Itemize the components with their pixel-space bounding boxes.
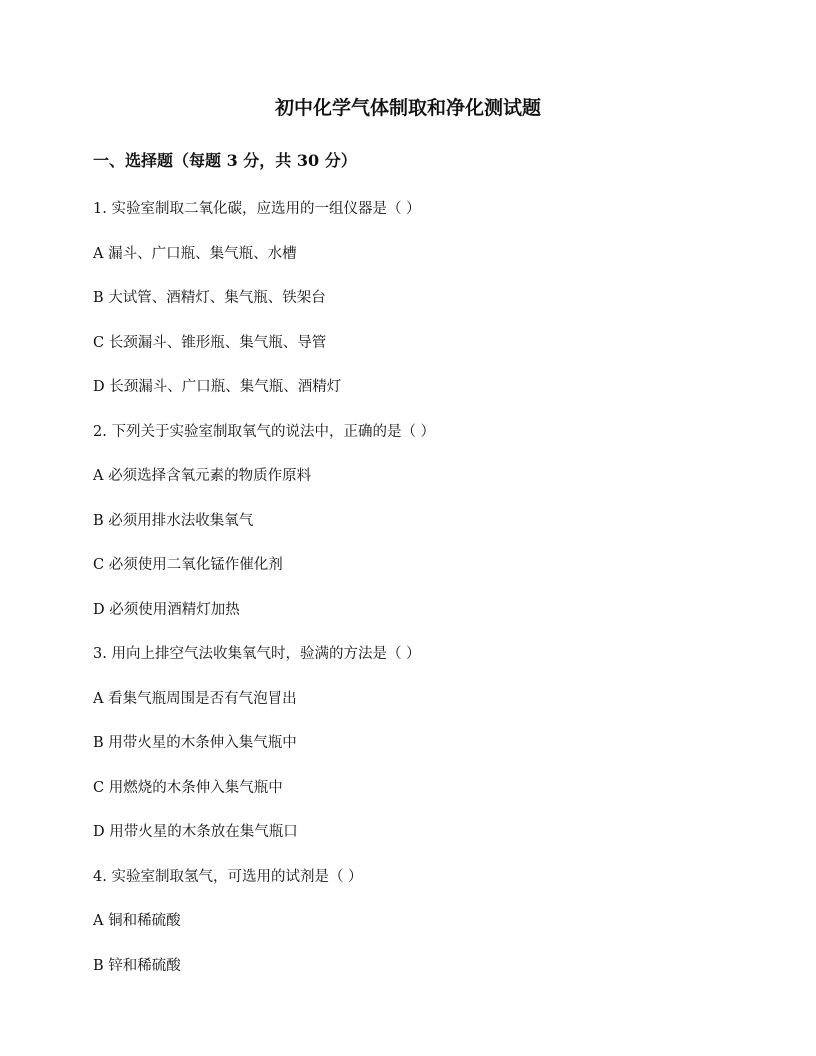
answer-option: B 锌和稀硫酸 xyxy=(93,957,181,974)
answer-option: C 用燃烧的木条伸入集气瓶中 xyxy=(93,779,283,796)
answer-option: D 长颈漏斗、广口瓶、集气瓶、酒精灯 xyxy=(93,379,342,395)
section-heading-note: （每题 3 分，共 30 分） xyxy=(173,151,357,170)
section-heading xyxy=(93,148,357,174)
question-list xyxy=(93,197,733,998)
question-stem: 4. 实验室制取氢气，可选用的试剂是（ ） xyxy=(93,868,363,885)
document-title: 初中化学气体制取和净化测试题 xyxy=(274,97,541,119)
answer-option: A 漏斗、广口瓶、集气瓶、水槽 xyxy=(93,245,297,262)
section-heading-label: 一、选择题 xyxy=(93,151,174,170)
answer-option: C 必须使用二氧化锰作催化剂 xyxy=(93,557,283,573)
answer-option: B 用带火星的木条伸入集气瓶中 xyxy=(93,735,297,751)
question-stem: 2. 下列关于实验室制取氧气的说法中，正确的是（ ） xyxy=(93,423,436,440)
answer-option: D 用带火星的木条放在集气瓶口 xyxy=(93,824,298,840)
question-stem: 1. 实验室制取二氧化碳，应选用的一组仪器是（ ） xyxy=(93,201,421,217)
answer-option: A 铜和稀硫酸 xyxy=(93,913,181,929)
question-stem: 3. 用向上排空气法收集氧气时，验满的方法是（ ） xyxy=(93,646,421,662)
answer-option: B 必须用排水法收集氧气 xyxy=(93,512,254,529)
answer-option: A 必须选择含氧元素的物质作原料 xyxy=(93,468,312,484)
answer-option: B 大试管、酒精灯、集气瓶、铁架台 xyxy=(93,290,326,306)
answer-option: C 长颈漏斗、锥形瓶、集气瓶、导管 xyxy=(93,334,327,351)
answer-option: A 看集气瓶周围是否有气泡冒出 xyxy=(93,690,297,707)
answer-option: D 必须使用酒精灯加热 xyxy=(93,601,240,618)
